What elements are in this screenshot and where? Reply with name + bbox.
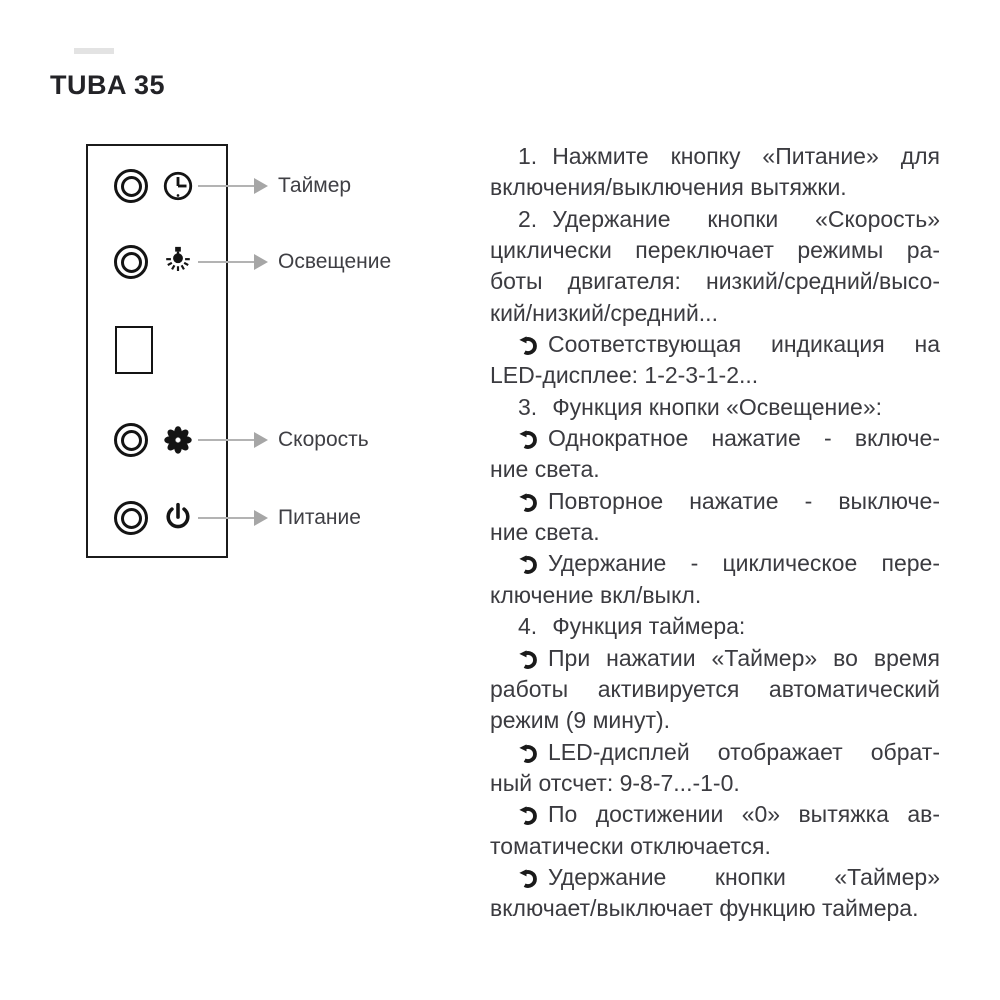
- button-label: Освещение: [278, 250, 392, 273]
- list-number: 2.: [518, 205, 538, 232]
- panel-button-ring: [121, 252, 142, 273]
- instruction-line: 1. Нажмите кнопку «Питание» для: [518, 143, 940, 169]
- instruction-line: Однократное нажатие - включе-: [490, 423, 940, 454]
- power-icon: [160, 500, 196, 536]
- panel-button-row: [86, 418, 426, 462]
- callout-arrow-head: [254, 254, 268, 270]
- instruction-line: режим (9 минут).: [490, 707, 671, 734]
- instruction-line: 3. Функция кнопки «Освещение»:: [518, 393, 883, 420]
- instructions: [490, 141, 940, 925]
- instruction-line: LED-дисплей отображает обрат-: [490, 737, 940, 768]
- instruction-line: Удержание кнопки «Таймер»: [490, 862, 940, 893]
- instruction-line: включает/выключает функцию таймера.: [490, 895, 919, 922]
- cycle-arrow-icon: [518, 425, 538, 451]
- panel-button: [114, 501, 148, 535]
- fan-icon: [160, 422, 196, 458]
- callout-arrow-line: [198, 439, 256, 441]
- cycle-arrow-icon: [518, 801, 538, 827]
- instruction-line: боты двигателя: низкий/средний/высо-: [490, 268, 940, 295]
- panel-rows: [86, 144, 426, 558]
- cycle-arrow-icon: [518, 645, 538, 671]
- list-number: 4.: [518, 613, 538, 640]
- cycle-arrow-icon: [518, 739, 538, 765]
- panel-button-row: [86, 240, 426, 284]
- instruction-line: При нажатии «Таймер» во время: [490, 643, 940, 674]
- instruction-line: кий/низкий/средний...: [490, 299, 718, 326]
- button-label: Таймер: [278, 174, 352, 197]
- panel-button: [114, 169, 148, 203]
- instruction-line: Удержание - циклическое пере-: [490, 548, 940, 579]
- instruction-line: 2. Удержание кнопки «Скорость»: [518, 205, 940, 232]
- panel-button: [114, 245, 148, 279]
- instruction-line: циклически переключает режимы ра-: [490, 237, 940, 264]
- instruction-line: По достижении «0» вытяжка ав-: [490, 799, 940, 830]
- lamp-icon: [160, 244, 196, 280]
- cycle-arrow-icon: [518, 488, 538, 514]
- control-panel-diagram: [86, 144, 426, 558]
- cycle-arrow-icon: [518, 331, 538, 357]
- instruction-line: ный отсчет: 9-8-7...-1-0.: [490, 769, 740, 796]
- button-label: Питание: [278, 506, 361, 529]
- page-crop-artifact: [74, 48, 114, 54]
- list-number: 3.: [518, 393, 538, 420]
- instruction-line: ние света.: [490, 456, 600, 483]
- cycle-arrow-icon: [518, 864, 538, 890]
- instruction-line: ключение вкл/выкл.: [490, 581, 702, 608]
- panel-button-ring: [121, 508, 142, 529]
- panel-button-ring: [121, 430, 142, 451]
- panel-button-ring: [121, 176, 142, 197]
- instruction-line: Повторное нажатие - выключе-: [490, 486, 940, 517]
- callout-arrow-head: [254, 178, 268, 194]
- panel-button: [114, 423, 148, 457]
- callout-arrow-line: [198, 261, 256, 263]
- callout-arrow-head: [254, 432, 268, 448]
- instruction-line: томатически отключается.: [490, 832, 771, 859]
- instruction-line: работы активируется автоматический: [490, 675, 940, 702]
- panel-button-row: [86, 496, 426, 540]
- button-label: Скорость: [278, 428, 369, 451]
- callout-arrow-line: [198, 185, 256, 187]
- callout-arrow-head: [254, 510, 268, 526]
- panel-button-row: [86, 164, 426, 208]
- callout-arrow-line: [198, 517, 256, 519]
- instruction-line: включения/выключения вытяжки.: [490, 174, 847, 201]
- model-title: TUBA 35: [50, 70, 166, 100]
- clock-icon: [160, 168, 196, 204]
- instruction-line: 4. Функция таймера:: [518, 613, 746, 640]
- instruction-line: LED-дисплее: 1-2-3-1-2...: [490, 362, 759, 389]
- cycle-arrow-icon: [518, 550, 538, 576]
- list-number: 1.: [518, 143, 538, 169]
- instruction-line: Соответствующая индикация на: [490, 329, 940, 360]
- instruction-line: ние света.: [490, 519, 600, 546]
